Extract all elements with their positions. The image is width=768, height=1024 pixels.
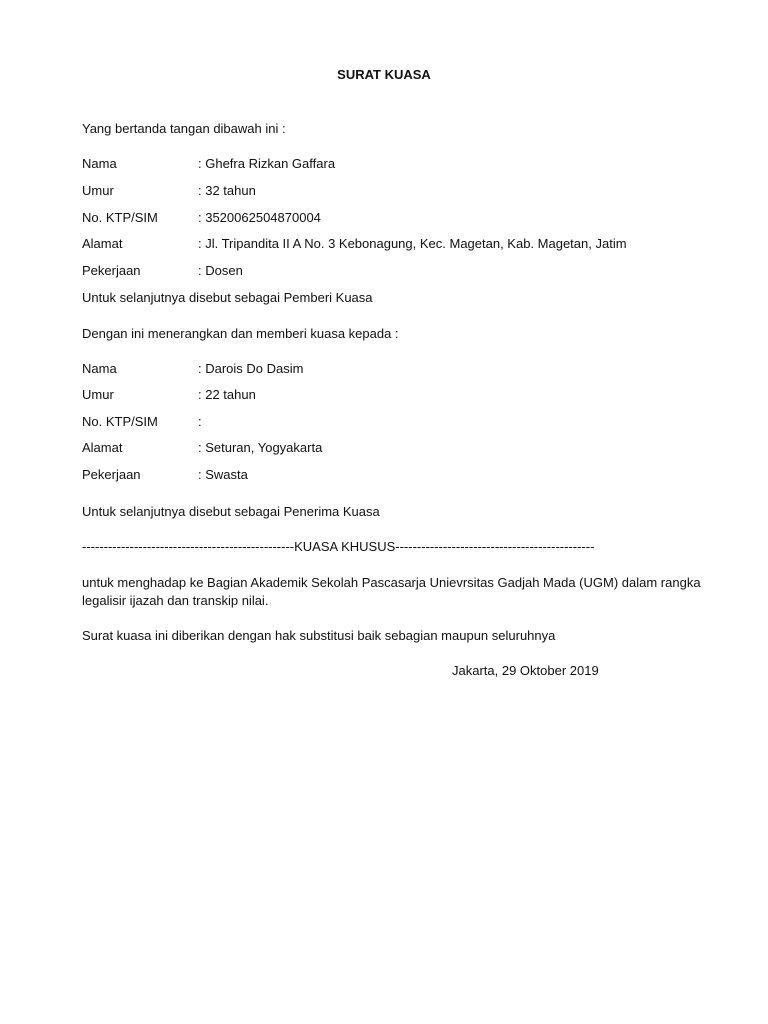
grantor-row-occupation [82, 263, 243, 279]
grantor-row-address [82, 236, 627, 252]
field-value: : Swasta [198, 467, 248, 482]
field-label: Pekerjaan [82, 467, 141, 482]
kuasa-khusus-separator: -------------------------------------------------KUASA KHUSUS---------------------------------------------- [82, 539, 595, 554]
document-title: SURAT KUASA [337, 67, 431, 82]
field-value: : 32 tahun [198, 183, 256, 198]
grantee-row-address [82, 440, 322, 456]
field-value: : Jl. Tripandita II A No. 3 Kebonagung, Kec. Magetan, Kab. Magetan, Jatim [198, 236, 627, 251]
grantee-closing: Untuk selanjutnya disebut sebagai Penerima Kuasa [82, 504, 380, 519]
field-value: : [198, 414, 202, 429]
place-date: Jakarta, 29 Oktober 2019 [452, 663, 599, 678]
grantee-row-occupation [82, 467, 248, 483]
grantee-row-age [82, 387, 256, 403]
grantee-row-id [82, 414, 202, 430]
field-label: Pekerjaan [82, 263, 141, 278]
field-label: Umur [82, 183, 114, 198]
grantor-closing: Untuk selanjutnya disebut sebagai Pemberi Kuasa [82, 290, 373, 305]
purpose-paragraph: untuk menghadap ke Bagian Akademik Sekolah Pascasarja Unievrsitas Gadjah Mada (UGM) dalam rangka legalisir ijazah dan transkip nilai. [82, 575, 701, 608]
field-label: Alamat [82, 236, 123, 251]
field-value: : Darois Do Dasim [198, 361, 304, 376]
field-value: : Seturan, Yogyakarta [198, 440, 323, 455]
grantor-row-age [82, 183, 256, 199]
grantor-row-name [82, 156, 335, 172]
grantor-row-id [82, 210, 321, 226]
field-value: : Ghefra Rizkan Gaffara [198, 156, 336, 171]
field-label: No. KTP/SIM [82, 210, 158, 225]
field-value: : 3520062504870004 [198, 210, 321, 225]
field-value: : 22 tahun [198, 387, 256, 402]
field-label: Umur [82, 387, 114, 402]
transition-text: Dengan ini menerangkan dan memberi kuasa kepada : [82, 326, 399, 341]
intro-text: Yang bertanda tangan dibawah ini : [82, 121, 286, 136]
substitution-text: Surat kuasa ini diberikan dengan hak substitusi baik sebagian maupun seluruhnya [82, 628, 556, 643]
grantee-row-name [82, 361, 303, 377]
field-label: Nama [82, 156, 117, 171]
field-value: : Dosen [198, 263, 243, 278]
field-label: Alamat [82, 440, 123, 455]
field-label: No. KTP/SIM [82, 414, 158, 429]
field-label: Nama [82, 361, 117, 376]
